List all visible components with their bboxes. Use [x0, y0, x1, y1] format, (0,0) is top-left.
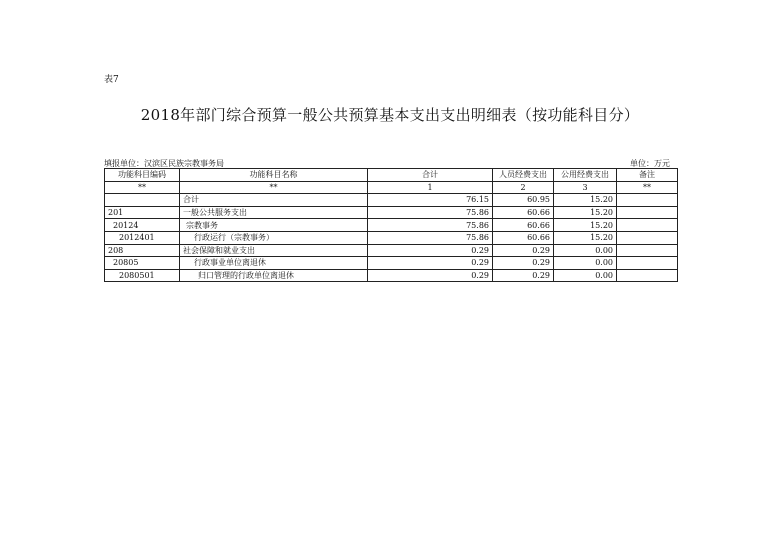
- total-cell: 0.29: [368, 244, 493, 257]
- name-cell: 社会保障和就业支出: [180, 244, 368, 257]
- index-personnel: 2: [493, 181, 554, 194]
- name-cell: 宗教事务: [180, 219, 368, 232]
- personnel-cell: 0.29: [493, 257, 554, 270]
- personnel-cell: 60.66: [493, 219, 554, 232]
- name-cell: 归口管理的行政单位离退休: [180, 269, 368, 282]
- personnel-cell: 60.66: [493, 231, 554, 244]
- table-row: [105, 219, 678, 232]
- document-title: 2018年部门综合预算一般公共预算基本支出支出明细表（按功能科目分）: [140, 106, 640, 124]
- header-personnel: 人员经费支出: [493, 169, 554, 182]
- note-cell: [617, 231, 678, 244]
- personnel-cell: 60.95: [493, 194, 554, 207]
- code-cell: 20124: [105, 219, 180, 232]
- table-number: 表7: [104, 75, 119, 85]
- index-row: [105, 181, 678, 194]
- table-row: [105, 231, 678, 244]
- name-cell: 行政事业单位离退休: [180, 257, 368, 270]
- currency-unit: 单位：万元: [630, 159, 670, 168]
- header-code: 功能科目编码: [105, 169, 180, 182]
- header-total: 合计: [368, 169, 493, 182]
- table-row: [105, 257, 678, 270]
- note-cell: [617, 219, 678, 232]
- table-row: [105, 269, 678, 282]
- table-row: [105, 206, 678, 219]
- note-cell: [617, 206, 678, 219]
- total-cell: 0.29: [368, 257, 493, 270]
- header-row: [105, 169, 678, 182]
- total-cell: 0.29: [368, 269, 493, 282]
- index-public: 3: [554, 181, 617, 194]
- table-row: [105, 244, 678, 257]
- name-cell: 合计: [180, 194, 368, 207]
- total-cell: 76.15: [368, 194, 493, 207]
- code-cell: 2080501: [105, 269, 180, 282]
- index-code: **: [105, 181, 180, 194]
- name-cell: 一般公共服务支出: [180, 206, 368, 219]
- note-cell: [617, 194, 678, 207]
- personnel-cell: 60.66: [493, 206, 554, 219]
- public-cell: 15.20: [554, 206, 617, 219]
- header-name: 功能科目名称: [180, 169, 368, 182]
- total-cell: 75.86: [368, 231, 493, 244]
- index-total: 1: [368, 181, 493, 194]
- code-cell: 208: [105, 244, 180, 257]
- public-cell: 15.20: [554, 231, 617, 244]
- note-cell: [617, 257, 678, 270]
- expenditure-table: [104, 168, 678, 282]
- note-cell: [617, 244, 678, 257]
- personnel-cell: 0.29: [493, 269, 554, 282]
- code-cell: [105, 194, 180, 207]
- index-name: **: [180, 181, 368, 194]
- total-cell: 75.86: [368, 219, 493, 232]
- code-cell: 2012401: [105, 231, 180, 244]
- public-cell: 0.00: [554, 244, 617, 257]
- index-note: **: [617, 181, 678, 194]
- table-row: [105, 194, 678, 207]
- public-cell: 0.00: [554, 269, 617, 282]
- personnel-cell: 0.29: [493, 244, 554, 257]
- reporting-unit: 填报单位：汉滨区民族宗教事务局: [104, 159, 224, 168]
- public-cell: 0.00: [554, 257, 617, 270]
- header-note: 备注: [617, 169, 678, 182]
- code-cell: 201: [105, 206, 180, 219]
- total-cell: 75.86: [368, 206, 493, 219]
- note-cell: [617, 269, 678, 282]
- public-cell: 15.20: [554, 194, 617, 207]
- header-public: 公用经费支出: [554, 169, 617, 182]
- name-cell: 行政运行（宗教事务）: [180, 231, 368, 244]
- code-cell: 20805: [105, 257, 180, 270]
- public-cell: 15.20: [554, 219, 617, 232]
